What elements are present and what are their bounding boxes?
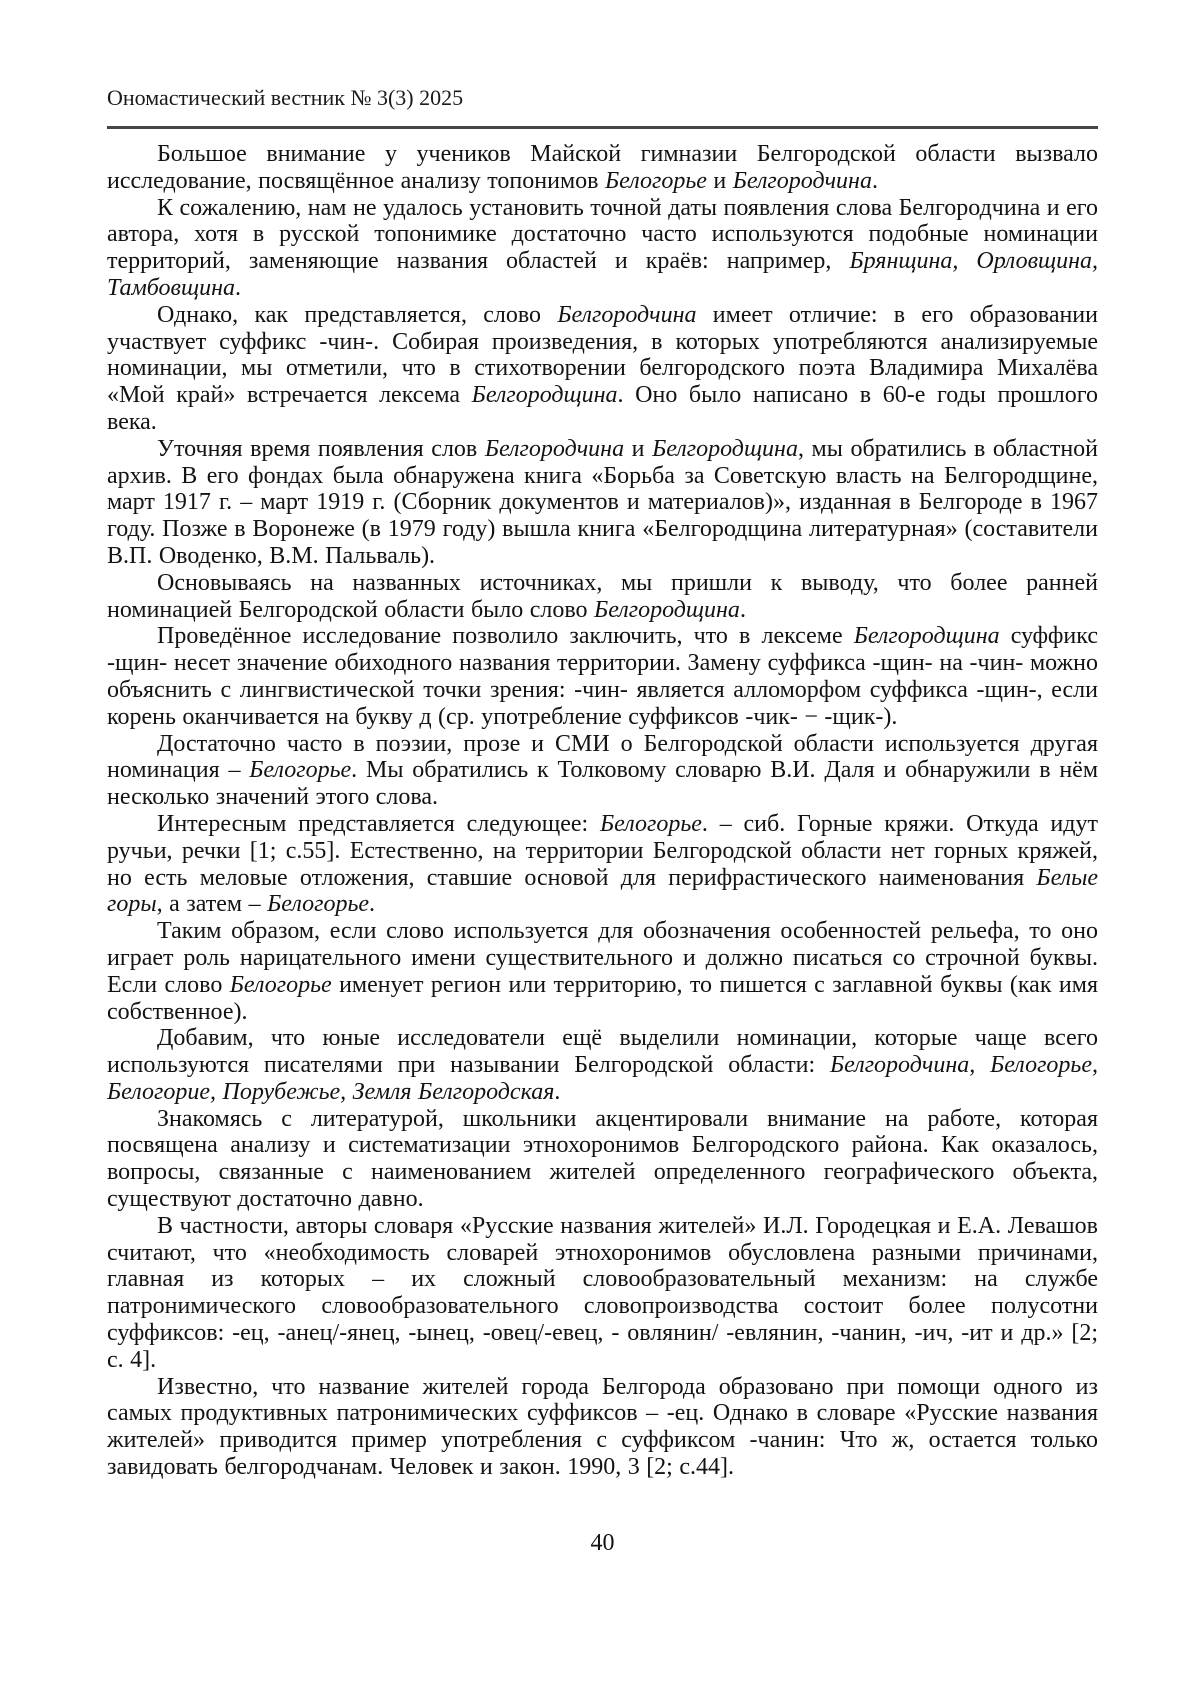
italic-term: Белгородчина xyxy=(484,435,625,462)
text-run: . Мы обратились к Толковому словарю В.И. Даля и обнаружили в нём несколько значений этого слова. xyxy=(107,757,1099,811)
paragraph xyxy=(107,141,1098,195)
text-run: В частности, авторы словаря «Русские названия жителей» И.Л. Городецкая и Е.А. Левашов считают, что «необходимость словарей этнохоронимов обусловлена разными причинами, главная из которых – их сложный словообразовательный механизм: на службе патронимического словообразовательного словопроизводства состоит более полусотни суффиксов: -ец, -анец/-янец, -ынец, -овец/-евец, - овлянин/ -евлянин, -чанин, -ич, -ит и др.» [2; с. 4]. xyxy=(107,1212,1098,1373)
text-run: . xyxy=(739,596,746,623)
paragraph xyxy=(107,811,1098,918)
paragraph xyxy=(107,731,1098,811)
italic-term: Белгородщина xyxy=(652,435,798,462)
paragraph xyxy=(107,1025,1098,1105)
text-run: . xyxy=(235,274,241,301)
text-run: . xyxy=(871,167,878,194)
italic-term: Белгородчина xyxy=(732,167,872,194)
text-run: Таким образом, если слово используется для обозначения особенностей рельефа, то оно играет роль нарицательного имени существительного и должно писаться со строчной буквы. Если слово xyxy=(107,918,1098,998)
paragraph xyxy=(107,918,1098,1025)
text-run: . Оно было написано в 60-е годы прошлого века. xyxy=(107,382,1098,435)
text-run: Знакомясь с литературой, школьники акцентировали внимание на работе, которая посвящена анализу и систематизации этнохоронимов Белгородского района. Как оказалось, вопросы, связанные с наименованием жителей определенного географического объекта, существуют достаточно давно. xyxy=(107,1105,1098,1213)
journal-header: Ономастический вестник № 3(3) 2025 xyxy=(107,85,464,110)
italic-term: Белгородщина xyxy=(594,596,740,623)
text-run: именует регион или территорию, то пишется с заглавной буквы (как имя собственное). xyxy=(107,971,1098,1025)
paragraph xyxy=(107,302,1098,436)
text-run: Известно, что название жителей города Белгорода образовано при помощи одного из самых продуктивных патронимических суффиксов – -ец. Однако в словаре «Русские названия жителей» приводится пример употребления с суффиксом -чанин: Что ж, остается только завидовать белгородчанам. Человек и закон. 1990, 3 [2; с.44]. xyxy=(107,1373,1098,1481)
text-run: суффикс -щин- несет значение обиходного названия территории. Замену суффикса -щин- на -чин- можно объяснить с лингвистической точки зрения: -чин- является алломорфом суффикса -щин-, если корень оканчивается на букву д (ср. употребление суффиксов -чик- − -щик-). xyxy=(107,623,1098,730)
italic-term: Белгородчина xyxy=(557,301,697,328)
italic-term: Брянщина, Орловщина, Тамбовщина xyxy=(107,248,1099,301)
text-run: и xyxy=(706,167,733,194)
text-run: Достаточно часто в поэзии, прозе и СМИ о Белгородской области используется другая номинация – xyxy=(107,730,1098,784)
text-run: Основываясь на названных источниках, мы пришли к выводу, что более ранней номинацией Белгородской области было слово xyxy=(107,569,1098,623)
text-run: Добавим, что юные исследователи ещё выделили номинации, которые чаще всего используются писателями при назывании Белгородской области: xyxy=(107,1025,1098,1079)
text-run: . xyxy=(554,1078,561,1105)
text-run: и xyxy=(624,435,653,462)
text-run: Проведённое исследование позволило заключить, что в лексеме xyxy=(157,623,854,650)
italic-term: Белгородчина, Белогорье, Белогорие, Порубежье, Земля Белгородская xyxy=(107,1052,1098,1105)
italic-term: Белгородщина xyxy=(471,382,618,409)
header-rule xyxy=(107,126,1098,129)
paragraph xyxy=(107,436,1098,570)
paragraph xyxy=(107,623,1098,730)
paragraph xyxy=(107,1106,1098,1213)
text-run: . – сиб. Горные кряжи. Откуда идут ручьи, речки [1; с.55]. Естественно, на территории Белгородской области нет горных кряжей, но есть меловые отложения, ставшие основой для перифрастического наименования xyxy=(107,810,1098,891)
italic-term: Белогорье xyxy=(604,167,707,194)
italic-term: Белогорье xyxy=(599,810,702,837)
paragraph xyxy=(107,195,1098,302)
text-run: Интересным представляется следующее: xyxy=(157,810,600,837)
paragraph xyxy=(107,1374,1098,1481)
text-run: К сожалению, нам не удалось установить точной даты появления слова Белгородчина и его автора, хотя в русской топонимике достаточно часто используются подобные номинации территорий, заменяющие названия областей и краёв: например, xyxy=(107,194,1098,275)
text-run: Однако, как представляется, слово xyxy=(157,301,558,328)
paragraph xyxy=(107,570,1098,624)
italic-term: Белогорье xyxy=(249,757,352,784)
article-body xyxy=(107,141,1098,1481)
text-run: имеет отличие: в его образовании участвует суффикс -чин-. Собирая произведения, в которых употребляются анализируемые номинации, мы отметили, что в стихотворении белгородского поэта Владимира Михалёва «Мой край» встречается лексема xyxy=(107,301,1098,409)
page-number: 40 xyxy=(590,1529,615,1556)
text-run: , мы обратились в областной архив. В его фондах была обнаружена книга «Борьба за Советскую власть на Белгородщине, март 1917 г. – март 1919 г. (Сборник документов и материалов)», изданная в Белгороде в 1967 году. Позже в Воронеже (в 1979 году) вышла книга «Белгородщина литературная» (составители В.П. Оводенко, В.М. Пальваль). xyxy=(107,435,1099,569)
paragraph xyxy=(107,1213,1098,1374)
text-run: , а затем – xyxy=(156,891,268,918)
italic-term: Белогорье xyxy=(229,971,332,998)
italic-term: Белые горы xyxy=(107,864,1098,918)
text-run: Большое внимание у учеников Майской гимназии Белгородской области вызвало исследование, посвящённое анализу топонимов xyxy=(107,141,1098,194)
text-run: Уточняя время появления слов xyxy=(157,435,485,462)
italic-term: Белогорье xyxy=(267,891,370,918)
text-run: . xyxy=(369,891,376,918)
italic-term: Белгородщина xyxy=(853,623,1000,650)
